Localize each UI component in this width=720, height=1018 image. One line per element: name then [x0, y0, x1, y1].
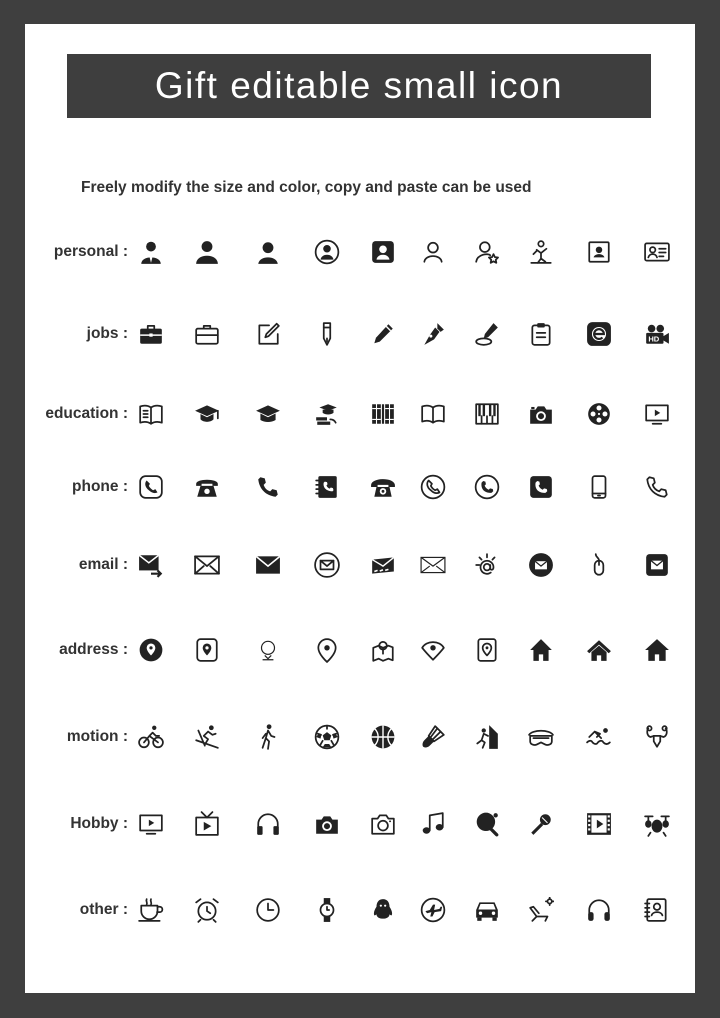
headphones-icon — [255, 811, 281, 837]
icon-row — [0, 314, 720, 354]
envelope-filled-icon — [255, 552, 281, 578]
airplane-icon — [420, 897, 446, 923]
camera-outline-icon — [370, 811, 396, 837]
soccer-ball-icon — [314, 724, 340, 750]
user-frame-icon — [586, 239, 612, 265]
edit-square-icon — [255, 321, 281, 347]
map-pin-icon — [314, 637, 340, 663]
photo-camera-icon — [314, 811, 340, 837]
icon-row — [0, 630, 720, 670]
drum-kit-icon — [644, 811, 670, 837]
phone-square-outline-icon — [138, 474, 164, 500]
book-outline-icon — [420, 401, 446, 427]
retro-tv-icon — [194, 811, 220, 837]
hd-camera-icon — [644, 321, 670, 347]
location-card-icon — [474, 637, 500, 663]
contact-square-icon — [370, 239, 396, 265]
user-circle-icon — [314, 239, 340, 265]
user-chart-icon — [528, 239, 554, 265]
climbing-icon — [474, 724, 500, 750]
mail-square-icon — [644, 552, 670, 578]
ping-pong-icon — [474, 811, 500, 837]
alarm-clock-icon — [194, 897, 220, 923]
phone-outline-icon — [644, 474, 670, 500]
mortarboard-icon — [255, 401, 281, 427]
page-title: Gift editable small icon — [154, 65, 564, 106]
retro-phone-icon — [370, 474, 396, 500]
icon-row — [0, 890, 720, 930]
row-label: Hobby : — [70, 815, 128, 832]
beach-chair-icon — [528, 897, 554, 923]
desk-telephone-icon — [194, 474, 220, 500]
cycling-icon — [138, 724, 164, 750]
film-strip-icon — [586, 811, 612, 837]
row-label: jobs : — [86, 325, 128, 342]
camera-icon — [528, 401, 554, 427]
browser-e-icon — [586, 321, 612, 347]
books-shelf-icon — [370, 401, 396, 427]
row-label: email : — [78, 556, 128, 573]
id-card-icon — [644, 239, 670, 265]
music-note-icon — [420, 811, 446, 837]
airmail-icon — [370, 552, 396, 578]
row-label: other : — [79, 901, 128, 918]
mobile-icon — [586, 474, 612, 500]
location-circle-icon — [138, 637, 164, 663]
map-marker-icon — [370, 637, 396, 663]
subtitle: Freely modify the size and color, copy and paste can be used — [81, 179, 532, 196]
clipboard-icon — [528, 321, 554, 347]
qq-penguin-icon — [370, 897, 396, 923]
phone-square-icon — [528, 474, 554, 500]
clock-icon — [255, 897, 281, 923]
phone-book-icon — [314, 474, 340, 500]
sheet — [25, 24, 695, 993]
user-tie-icon — [138, 239, 164, 265]
graduate-books-icon — [314, 401, 340, 427]
icon-row — [0, 467, 720, 507]
house-icon — [528, 637, 554, 663]
wristwatch-icon — [314, 897, 340, 923]
svg-text:HD: HD — [648, 334, 660, 344]
envelope-outline-icon — [194, 552, 220, 578]
goggles-icon — [528, 724, 554, 750]
user-icon — [194, 239, 220, 265]
briefcase-outline-icon — [194, 321, 220, 347]
headset-icon — [586, 897, 612, 923]
user-alt-icon — [255, 239, 281, 265]
home-icon — [644, 637, 670, 663]
handset-icon — [255, 474, 281, 500]
piano-keys-icon — [474, 401, 500, 427]
video-screen-icon — [644, 401, 670, 427]
open-book-icon — [138, 401, 164, 427]
basketball-icon — [370, 724, 396, 750]
user-star-icon — [474, 239, 500, 265]
tv-screen-icon — [138, 811, 164, 837]
briefcase-icon — [138, 321, 164, 347]
graduation-cap-icon — [194, 401, 220, 427]
coffee-cup-icon — [138, 897, 164, 923]
signature-pen-icon — [474, 321, 500, 347]
location-eye-icon — [420, 637, 446, 663]
mail-circle-icon — [314, 552, 340, 578]
icon-row — [0, 717, 720, 757]
row-label: phone : — [72, 478, 128, 495]
pencil-icon — [314, 321, 340, 347]
film-reel-icon — [586, 401, 612, 427]
user-outline-icon — [420, 239, 446, 265]
microphone-icon — [528, 811, 554, 837]
mail-circle-filled-icon — [528, 552, 554, 578]
phone-circle-icon — [474, 474, 500, 500]
strength-icon — [644, 724, 670, 750]
pen-icon — [370, 321, 396, 347]
icon-row — [0, 804, 720, 844]
row-label: address : — [59, 641, 128, 658]
swimming-icon — [586, 724, 612, 750]
car-icon — [474, 897, 500, 923]
icon-row — [0, 545, 720, 585]
mouse-icon — [586, 552, 612, 578]
icon-row — [0, 232, 720, 272]
at-sign-icon — [474, 552, 500, 578]
phone-circle-outline-icon — [420, 474, 446, 500]
title-banner — [67, 54, 651, 118]
shuttlecock-icon — [420, 724, 446, 750]
envelope-thin-icon — [420, 552, 446, 578]
location-thin-icon — [255, 637, 281, 663]
row-label: motion : — [66, 728, 128, 745]
mail-send-icon — [138, 552, 164, 578]
running-icon — [255, 724, 281, 750]
row-label: personal : — [53, 243, 128, 260]
address-book-icon — [644, 897, 670, 923]
home-roof-icon — [586, 637, 612, 663]
location-square-icon — [194, 637, 220, 663]
icon-row — [0, 394, 720, 434]
fountain-pen-icon — [420, 321, 446, 347]
skiing-icon — [194, 724, 220, 750]
row-label: education : — [45, 405, 128, 422]
